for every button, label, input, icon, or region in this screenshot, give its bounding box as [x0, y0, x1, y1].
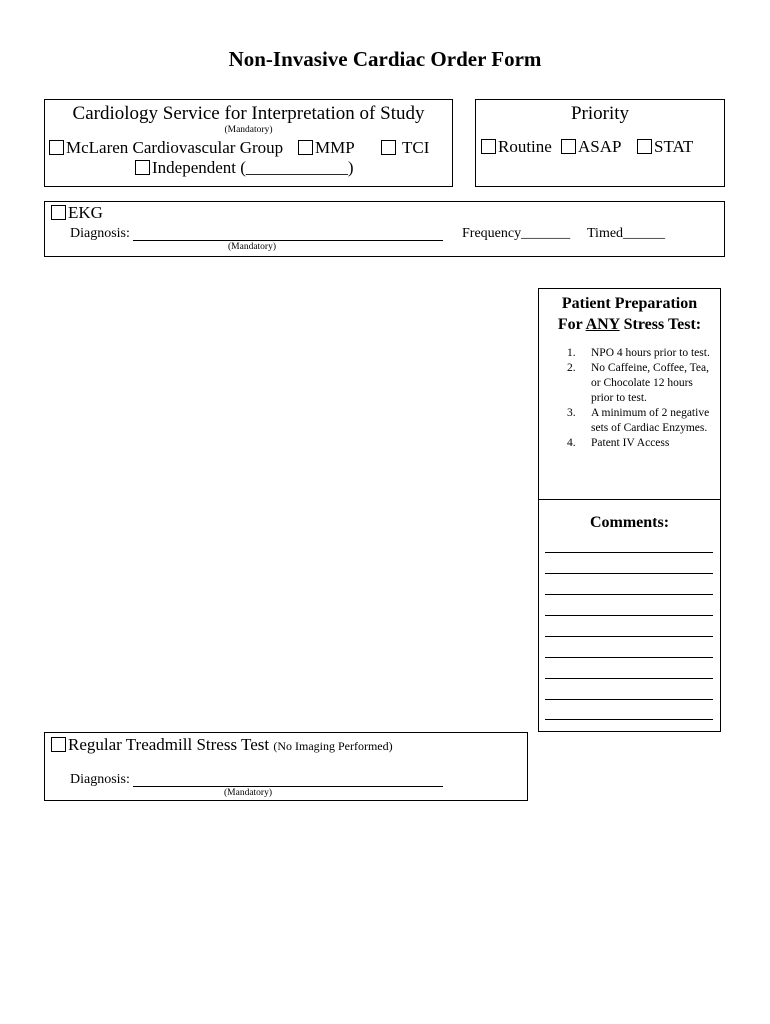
- comment-line[interactable]: [545, 636, 713, 637]
- ekg-label: EKG: [68, 203, 103, 222]
- treadmill-diagnosis-field[interactable]: [133, 786, 443, 787]
- service-option-independent-label: Independent (____________): [152, 158, 354, 177]
- prep-heading-rest: Stress Test:: [619, 316, 702, 333]
- service-option-mmp-label: MMP: [315, 138, 355, 157]
- checkbox-mmp[interactable]: [298, 140, 313, 155]
- list-item-text: No Caffeine, Coffee, Tea, or Chocolate 12 hours prior to test.: [591, 362, 709, 404]
- ekg-timed-field[interactable]: Timed______: [587, 226, 666, 241]
- prep-heading-for: For: [557, 316, 586, 333]
- comment-line[interactable]: [545, 552, 713, 553]
- prep-heading-line2: [538, 314, 721, 335]
- comment-line[interactable]: [545, 678, 713, 679]
- priority-option-asap-label: ASAP: [578, 137, 622, 156]
- priority-option-routine-label: Routine: [498, 137, 552, 156]
- list-item: [545, 346, 711, 361]
- service-option-independent[interactable]: [135, 158, 354, 178]
- comment-line[interactable]: [545, 594, 713, 595]
- list-item-number: 4.: [567, 437, 576, 449]
- form-title: Non-Invasive Cardiac Order Form: [228, 47, 542, 71]
- priority-option-stat-label: STAT: [654, 137, 694, 156]
- checkbox-independent[interactable]: [135, 160, 150, 175]
- list-item: [545, 361, 711, 406]
- priority-option-stat[interactable]: [637, 137, 693, 157]
- list-item-text: Patent IV Access: [591, 437, 670, 449]
- treadmill-option[interactable]: [51, 735, 393, 756]
- list-item-text: NPO 4 hours prior to test.: [591, 347, 710, 359]
- service-mandatory-note: (Mandatory): [224, 125, 273, 135]
- priority-heading: Priority: [570, 103, 630, 124]
- list-item: [545, 436, 711, 451]
- service-heading: Cardiology Service for Interpretation of Study: [72, 103, 425, 124]
- list-item: [545, 406, 711, 436]
- service-option-mclaren-label: McLaren Cardiovascular Group: [66, 138, 284, 157]
- checkbox-stat[interactable]: [637, 139, 652, 154]
- prep-list: [545, 346, 711, 451]
- prep-heading-any: ANY: [585, 316, 620, 333]
- priority-option-routine[interactable]: [481, 137, 552, 157]
- service-option-tci[interactable]: [381, 138, 429, 158]
- list-item-number: 3.: [567, 407, 576, 419]
- priority-option-asap[interactable]: [561, 137, 621, 157]
- ekg-mandatory-note: (Mandatory): [228, 242, 277, 252]
- treadmill-mandatory-note: (Mandatory): [224, 788, 273, 798]
- comment-line[interactable]: [545, 573, 713, 574]
- checkbox-routine[interactable]: [481, 139, 496, 154]
- comments-section: [538, 499, 721, 732]
- ekg-diagnosis-label: Diagnosis:: [70, 226, 130, 241]
- list-item-number: 2.: [567, 362, 576, 374]
- checkbox-treadmill[interactable]: [51, 737, 66, 752]
- treadmill-diagnosis-label: Diagnosis:: [70, 772, 130, 787]
- service-option-mclaren[interactable]: [49, 138, 283, 158]
- prep-heading: [538, 293, 721, 335]
- comment-line[interactable]: [545, 699, 713, 700]
- treadmill-note: (No Imaging Performed): [273, 739, 393, 753]
- prep-heading-line1: Patient Preparation: [561, 295, 698, 312]
- ekg-option[interactable]: [51, 203, 103, 223]
- list-item-text: A minimum of 2 negative sets of Cardiac Enzymes.: [591, 407, 710, 434]
- comment-line[interactable]: [545, 657, 713, 658]
- ekg-frequency-field[interactable]: Frequency_______: [462, 226, 571, 241]
- list-item-number: 1.: [567, 347, 576, 359]
- service-option-mmp[interactable]: [298, 138, 355, 158]
- comments-heading: Comments:: [589, 514, 670, 531]
- treadmill-label: Regular Treadmill Stress Test: [68, 735, 274, 754]
- service-option-tci-label: TCI: [402, 138, 430, 157]
- ekg-diagnosis-field[interactable]: [133, 240, 443, 241]
- checkbox-asap[interactable]: [561, 139, 576, 154]
- comment-line[interactable]: [545, 615, 713, 616]
- checkbox-tci[interactable]: [381, 140, 396, 155]
- checkbox-ekg[interactable]: [51, 205, 66, 220]
- comment-line[interactable]: [545, 719, 713, 720]
- checkbox-mclaren[interactable]: [49, 140, 64, 155]
